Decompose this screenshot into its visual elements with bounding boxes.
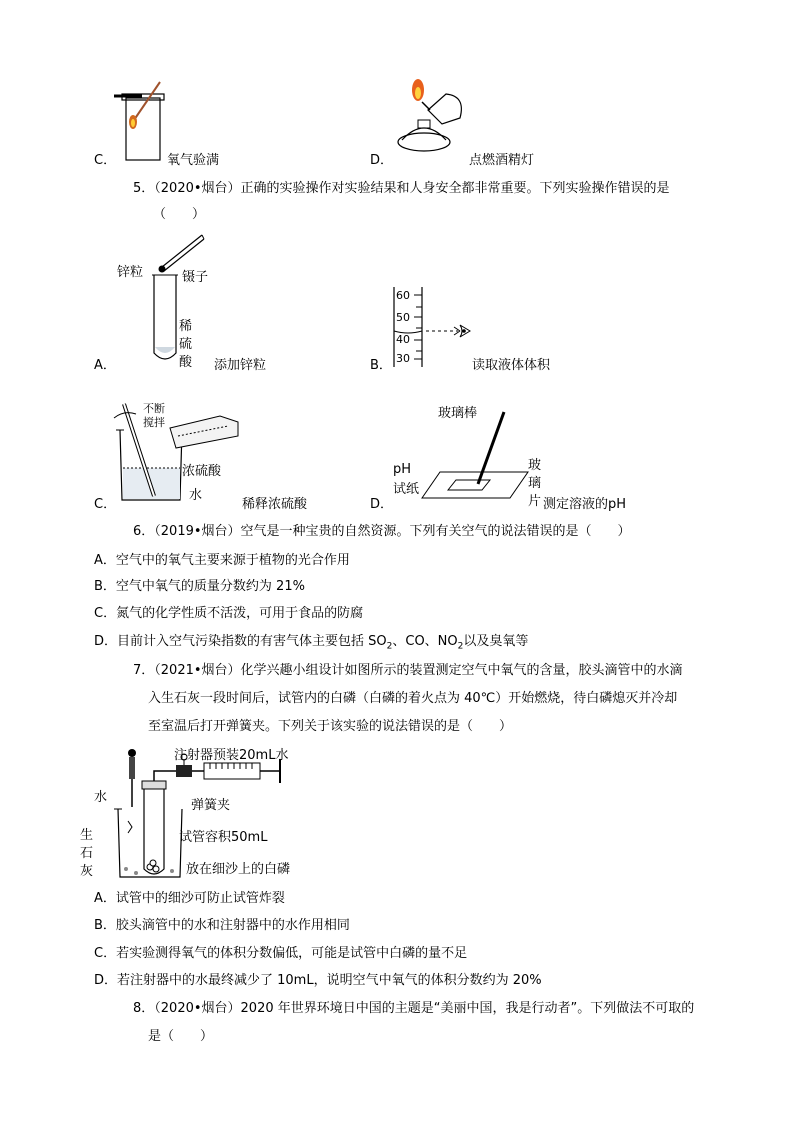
- glass-label-3: 片: [528, 494, 542, 509]
- tick-50: 50: [396, 311, 410, 324]
- q5-option-c-letter: C．: [94, 497, 117, 512]
- tick-30: 30: [396, 352, 410, 365]
- stir-label-2: 搅拌: [143, 416, 165, 429]
- ph-paper-label-1: pH: [393, 462, 412, 477]
- option-d-letter: D．: [370, 153, 394, 168]
- oxygen-test-figure: [112, 78, 172, 167]
- zinc-label: 锌粒: [117, 265, 144, 280]
- q6-option-a: A．空气中的氧气主要来源于植物的光合作用: [94, 553, 350, 568]
- q6-stem: 6．（2019•烟台）空气是一种宝贵的自然资源。下列有关空气的说法错误的是（ ）: [133, 524, 631, 539]
- glass-label-2: 璃: [528, 476, 542, 491]
- tick-60: 60: [396, 289, 410, 302]
- q8-line-2: 是（ ）: [148, 1029, 214, 1044]
- q6-d-text-3: 以及臭氧等: [463, 634, 529, 649]
- rod-label: 玻璃棒: [438, 406, 478, 421]
- syringe-label: 注射器预装20mL水: [174, 748, 289, 763]
- lime-label-1: 生: [80, 828, 94, 843]
- q6-option-c: C．氮气的化学性质不活泼，可用于食品的防腐: [94, 606, 364, 621]
- q5-option-b-letter: B．: [370, 358, 392, 373]
- acid-label-3: 酸: [179, 355, 193, 370]
- phosphorus-label: 放在细沙上的白磷: [186, 862, 291, 877]
- tweezers-label: 镊子: [182, 270, 209, 285]
- q5-stem: 5．（2020•烟台）正确的实验操作对实验结果和人身安全都非常重要。下列实验操作错误的是: [133, 181, 670, 196]
- lime-label-2: 石: [80, 846, 94, 861]
- q6-d-text-2: 、CO、NO: [392, 634, 458, 649]
- q6-d-sub-1: 2: [386, 641, 393, 652]
- acid-label-2: 硫: [179, 337, 193, 352]
- acid-label-1: 稀: [179, 319, 193, 334]
- q5-option-c-caption: 稀释浓硫酸: [242, 497, 308, 512]
- dilution-figure: [110, 396, 250, 510]
- conc-acid-label: 浓硫酸: [182, 464, 222, 479]
- q7-option-d: D．若注射器中的水最终减少了 10mL，说明空气中氧气的体积分数约为 20%: [94, 973, 542, 988]
- ph-paper-label-2: 试纸: [393, 482, 420, 497]
- q5-option-a-letter: A．: [94, 358, 116, 373]
- lime-label-3: 灰: [80, 864, 94, 879]
- tick-40: 40: [396, 333, 410, 346]
- glass-label-1: 玻: [528, 458, 542, 473]
- q5-option-d-caption: 测定溶液的pH: [543, 497, 627, 512]
- q6-d-sub-2: 2: [457, 641, 464, 652]
- q5-blank: （ ）: [153, 207, 206, 222]
- q6-d-text-1: D．目前计入空气污染指数的有害气体主要包括 SO: [94, 634, 387, 649]
- q5-option-b-caption: 读取液体体积: [472, 358, 551, 373]
- ph-test-figure: [420, 410, 530, 504]
- volume-label: 试管容积50mL: [179, 830, 268, 845]
- q7-line-3: 至室温后打开弹簧夹。下列关于该实验的说法错误的是（ ）: [148, 719, 513, 734]
- alcohol-lamp-figure: [388, 76, 478, 165]
- clamp-label: 弹簧夹: [191, 798, 231, 813]
- q7-line-1: 7．（2021•烟台）化学兴趣小组设计如图所示的装置测定空气中氧气的含量，胶头滴管中的水滴: [133, 663, 683, 678]
- q5-option-a-caption: 添加锌粒: [214, 358, 267, 373]
- option-c-caption: 氧气验满: [167, 153, 220, 168]
- water-label: 水: [189, 488, 203, 503]
- q5-option-d-letter: D．: [370, 497, 394, 512]
- q7-option-a: A．试管中的细沙可防止试管炸裂: [94, 891, 285, 906]
- q7-line-2: 入生石灰一段时间后，试管内的白磷（白磷的着火点为 40℃）开始燃烧，待白磷熄灭并冷却: [148, 691, 678, 706]
- q6-option-b: B．空气中氧气的质量分数约为 21%: [94, 579, 305, 594]
- q8-line-1: 8．（2020•烟台）2020 年世界环境日中国的主题是“美丽中国，我是行动者”。下列做法不可取的: [133, 1001, 695, 1016]
- q6-option-d: [94, 633, 528, 656]
- q7-option-c: C．若实验测得氧气的体积分数偏低，可能是试管中白磷的量不足: [94, 946, 468, 961]
- q7-option-b: B．胶头滴管中的水和注射器中的水作用相同: [94, 918, 350, 933]
- dropper-water-label: 水: [94, 790, 108, 805]
- stir-label-1: 不断: [143, 402, 165, 415]
- option-d-caption: 点燃酒精灯: [469, 153, 535, 168]
- option-c-letter: C．: [94, 153, 117, 168]
